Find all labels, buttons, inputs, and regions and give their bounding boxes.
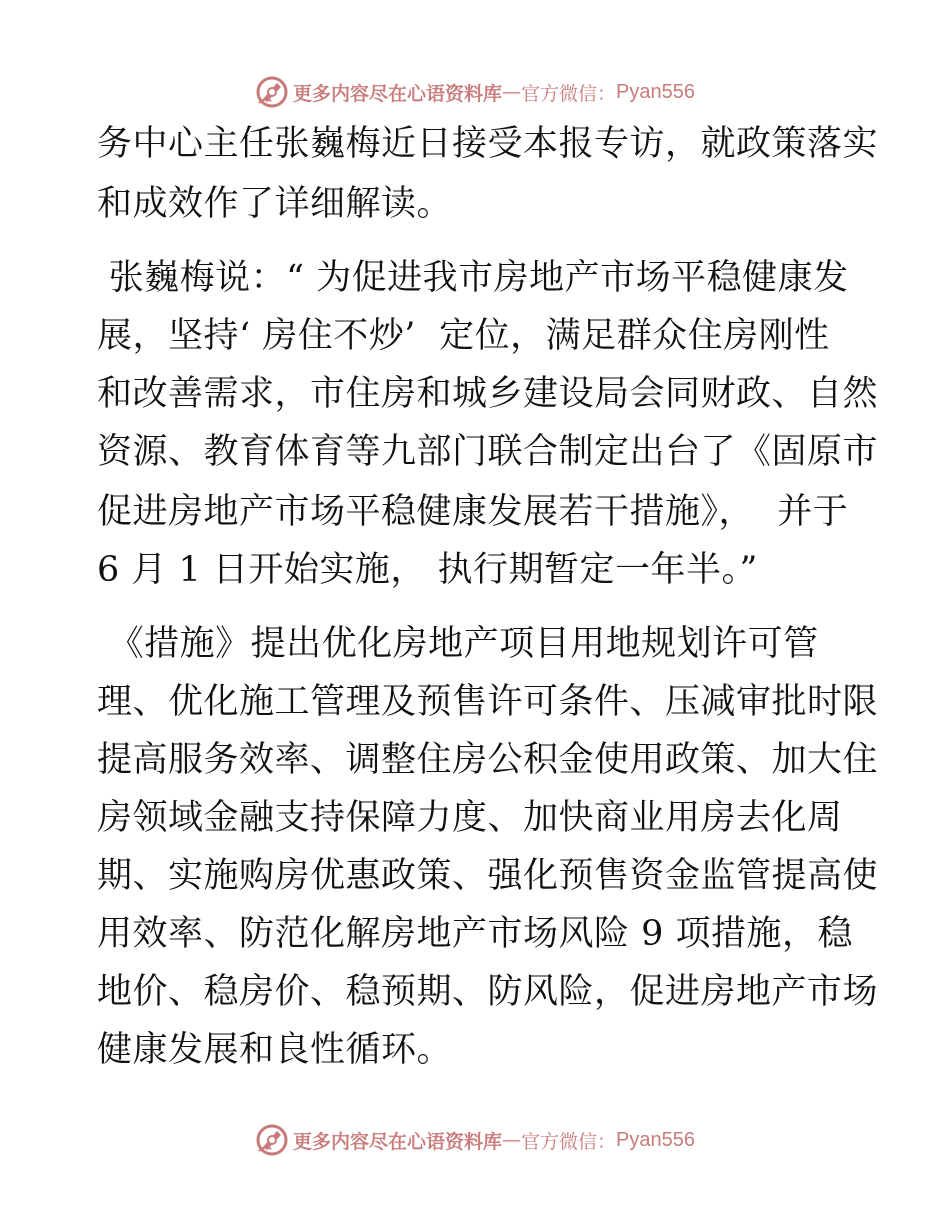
- text-line: 张巍梅说：“ 为促进我市房地产市场平稳健康发: [97, 258, 849, 298]
- text-line: 理、优化施工管理及预售许可条件、压减审批时限: [97, 682, 879, 722]
- text-line: 用效率、防范化解房地产市场风险 9 项措施，稳: [97, 914, 854, 954]
- watermark-contact-id: Pyan556: [616, 1128, 695, 1151]
- text-line: 促进房地产市场平稳健康发展若干措施》， 并于: [97, 492, 849, 532]
- text-line: 6 月 1 日开始实施， 执行期暂定一年半。”: [97, 550, 758, 590]
- text-line: 和成效作了详细解读。: [97, 184, 453, 224]
- watermark-separator: —: [502, 81, 522, 103]
- watermark-brand: 更多内容尽在心语资料库: [293, 1130, 503, 1153]
- watermark-bottom: [0, 1120, 950, 1160]
- text-line: 提高服务效率、调整住房公积金使用政策、加大住: [97, 740, 879, 780]
- text-line: 房领域金融支持保障力度、加快商业用房去化周: [97, 798, 843, 838]
- text-line: 资源、教育体育等九部门联合制定出台了《固原市: [97, 432, 879, 472]
- brand-logo-icon: [255, 75, 289, 109]
- text-line: 地价、稳房价、稳预期、防风险，促进房地产市场: [97, 972, 879, 1012]
- watermark-top: [0, 72, 950, 112]
- text-line: 期、实施购房优惠政策、强化预售资金监管提高使: [97, 856, 879, 896]
- watermark-separator: —: [502, 1129, 522, 1151]
- watermark-contact-label: 官方微信：: [521, 1130, 617, 1153]
- brand-logo-icon: [255, 1123, 289, 1157]
- text-line: 和改善需求，市住房和城乡建设局会同财政、自然: [97, 374, 879, 414]
- text-line: 健康发展和良性循环。: [97, 1030, 453, 1070]
- text-line: 务中心主任张巍梅近日接受本报专访，就政策落实: [97, 124, 879, 164]
- watermark-contact-label: 官方微信：: [521, 82, 617, 105]
- text-line: 展，坚持‘ 房住不炒’ 定位，满足群众住房刚性: [97, 316, 830, 356]
- watermark-contact-id: Pyan556: [616, 80, 695, 103]
- text-line: 《措施》提出优化房地产项目用地规划许可管: [97, 624, 819, 664]
- watermark-brand: 更多内容尽在心语资料库: [293, 82, 503, 105]
